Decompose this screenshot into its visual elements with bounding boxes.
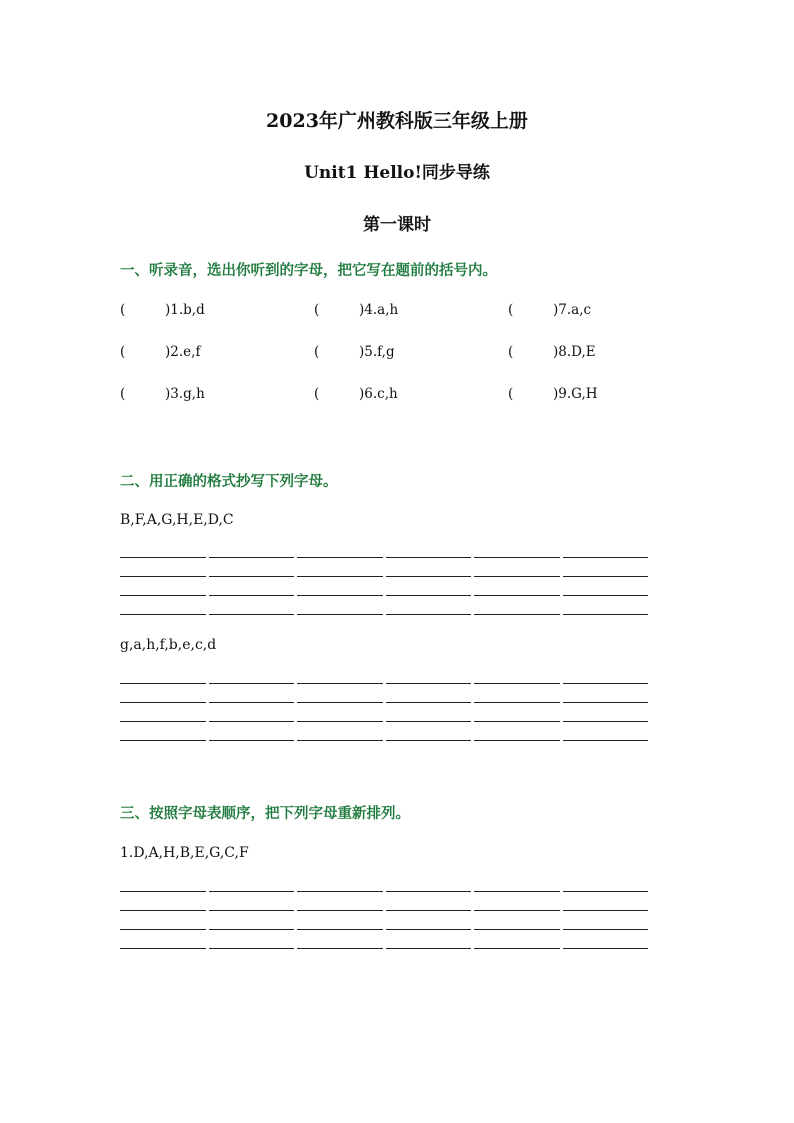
answer-paren-close: ) [553,386,559,402]
lesson-heading: 第一课时 [363,215,431,235]
answer-paren: ( [314,302,320,318]
writing-line [120,703,648,722]
copy-letters-uppercase: B,F,A,G,H,E,D,C [120,512,234,528]
answer-paren-close: ) [359,386,365,402]
reorder-letters: 1.D,A,H,B,E,G,C,F [120,845,249,861]
question-text: 6.c,h [364,386,398,402]
question-text: 8.D,E [558,344,596,360]
answer-paren: ( [120,302,126,318]
question-4 [314,302,398,318]
answer-paren: ( [508,344,514,360]
answer-paren: ( [120,386,126,402]
copy-letters-lowercase: g,a,h,f,b,e,c,d [120,637,217,653]
answer-paren: ( [314,386,320,402]
question-9 [508,386,598,402]
writing-line [120,596,648,615]
answer-paren-close: ) [553,344,559,360]
question-text: 4.a,h [364,302,399,318]
question-2 [120,344,200,360]
question-text: 5.f,g [364,344,395,360]
answer-paren-close: ) [165,302,171,318]
writing-line [120,577,648,596]
writing-line [120,684,648,703]
answer-paren: ( [508,386,514,402]
question-3 [120,386,205,402]
answer-paren-close: ) [359,302,365,318]
writing-line [120,539,648,558]
writing-grid[interactable] [120,539,648,615]
writing-line [120,873,648,892]
question-7 [508,302,591,318]
answer-paren: ( [120,344,126,360]
section3-heading: 三、按照字母表顺序，把下列字母重新排列。 [120,805,410,822]
document-title: 2023年广州教科版三年级上册 [266,110,528,132]
question-text: 1.b,d [170,302,205,318]
answer-paren-close: ) [359,344,365,360]
answer-paren: ( [314,344,320,360]
writing-line [120,930,648,949]
answer-paren: ( [508,302,514,318]
question-text: 2.e,f [170,344,201,360]
writing-line [120,722,648,741]
answer-paren-close: ) [165,386,171,402]
question-8 [508,344,596,360]
answer-paren-close: ) [553,302,559,318]
question-1 [120,302,205,318]
document-subtitle: Unit1 Hello!同步导练 [304,163,490,183]
writing-line [120,558,648,577]
writing-line [120,911,648,930]
writing-grid[interactable] [120,665,648,741]
section1-heading: 一、听录音，选出你听到的字母，把它写在题前的括号内。 [120,262,497,279]
question-text: 3.g,h [170,386,205,402]
writing-line [120,892,648,911]
answer-paren-close: ) [165,344,171,360]
question-text: 9.G,H [558,386,598,402]
writing-line [120,665,648,684]
question-5 [314,344,395,360]
section2-heading: 二、用正确的格式抄写下列字母。 [120,473,338,490]
question-text: 7.a,c [558,302,592,318]
writing-grid[interactable] [120,873,648,949]
question-6 [314,386,398,402]
